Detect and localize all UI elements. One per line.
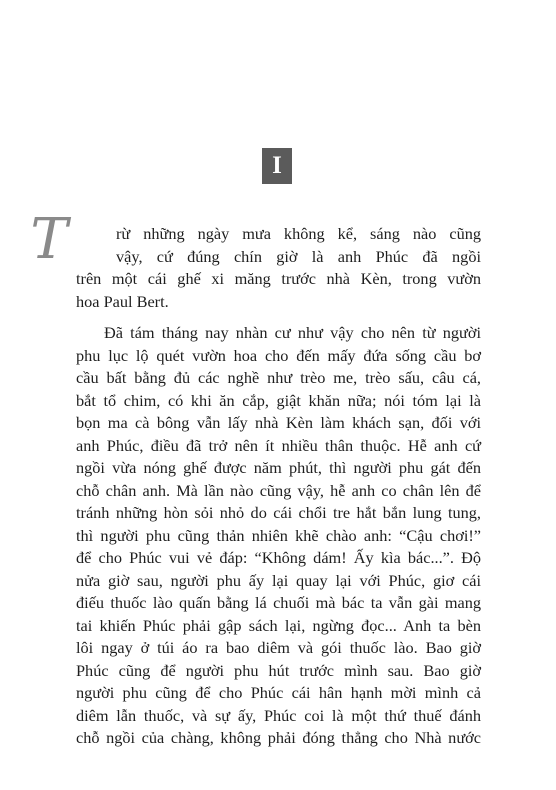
- text-line: ngồi vừa nóng ghế được năm phút, thì người phu gát đến: [76, 458, 481, 477]
- text-line: Đã tám tháng nay nhàn cư như vậy cho nên từ người: [104, 323, 481, 342]
- text-line: trên một cái ghế xi măng trước nhà Kèn, trong vườn: [76, 269, 481, 288]
- text-line: nửa giờ sau, người phu ấy lại quay lại với Phúc, giơ cái: [76, 570, 481, 590]
- body-text: [76, 223, 481, 750]
- text-line: lôi ngay ở túi áo ra bao diêm và gói thuốc lào. Bao giờ: [76, 638, 481, 657]
- text-line: chỗ chân anh. Mà lần nào cũng vậy, hễ anh co chân lên để: [76, 480, 481, 500]
- text-line: bọn ma cà bông vẫn lấy nhà Kèn làm khách sạn, đối với: [76, 413, 481, 432]
- paragraph-2: [76, 322, 481, 750]
- text-line: phu lục lộ quét vườn hoa cho đến mấy đứa sống cầu bơ: [76, 345, 481, 365]
- text-line: tránh những hòn sỏi nhỏ do cái chổi tre hắt bắn lung tung,: [76, 503, 481, 522]
- text-line: vậy, cứ đúng chín giờ là anh Phúc đã ngồi: [116, 246, 481, 266]
- text-line: anh Phúc, điều đã trở nên ít nhiều thân thuộc. Hễ anh cứ: [76, 435, 481, 455]
- text-line: chỗ ngồi của chàng, không phải đóng thẳng cho Nhà nước: [76, 728, 481, 747]
- paragraph-1: [76, 223, 481, 313]
- text-line: thì người phu cũng thản nhiên khẽ chào anh: “Cậu chơi!”: [76, 525, 481, 545]
- drop-cap-letter: T: [30, 207, 68, 272]
- text-line: người phu cũng để cho Phúc cái hân hạnh mời mình cả: [76, 683, 481, 702]
- chapter-number-badge: I: [262, 148, 292, 184]
- text-line: cầu bất bằng đủ các nghề như trèo me, trèo sấu, câu cá,: [76, 368, 481, 387]
- text-line: bắt tổ chim, có khi ăn cắp, giật khăn nữa; nói tóm lại là: [76, 390, 481, 410]
- text-line: rừ những ngày mưa không kể, sáng nào cũng: [116, 224, 481, 243]
- text-line: Phúc cũng để người phu hút trước mình sau. Bao giờ: [76, 660, 481, 680]
- text-line: để cho Phúc vui vẻ đáp: “Không dám! Ấy kìa bác...”. Độ: [76, 548, 481, 567]
- text-line: tai khiến Phúc phải gập sách lại, ngừng đọc... Anh ta bèn: [76, 615, 481, 635]
- text-line: hoa Paul Bert.: [76, 291, 169, 311]
- text-line: điếu thuốc lào quấn bằng lá chuối mà bác ta vẫn gài mang: [76, 593, 481, 612]
- text-line: diêm lẫn thuốc, và sự ấy, Phúc coi là một thứ thuế đánh: [76, 705, 481, 725]
- paragraph-spacer: [76, 313, 481, 322]
